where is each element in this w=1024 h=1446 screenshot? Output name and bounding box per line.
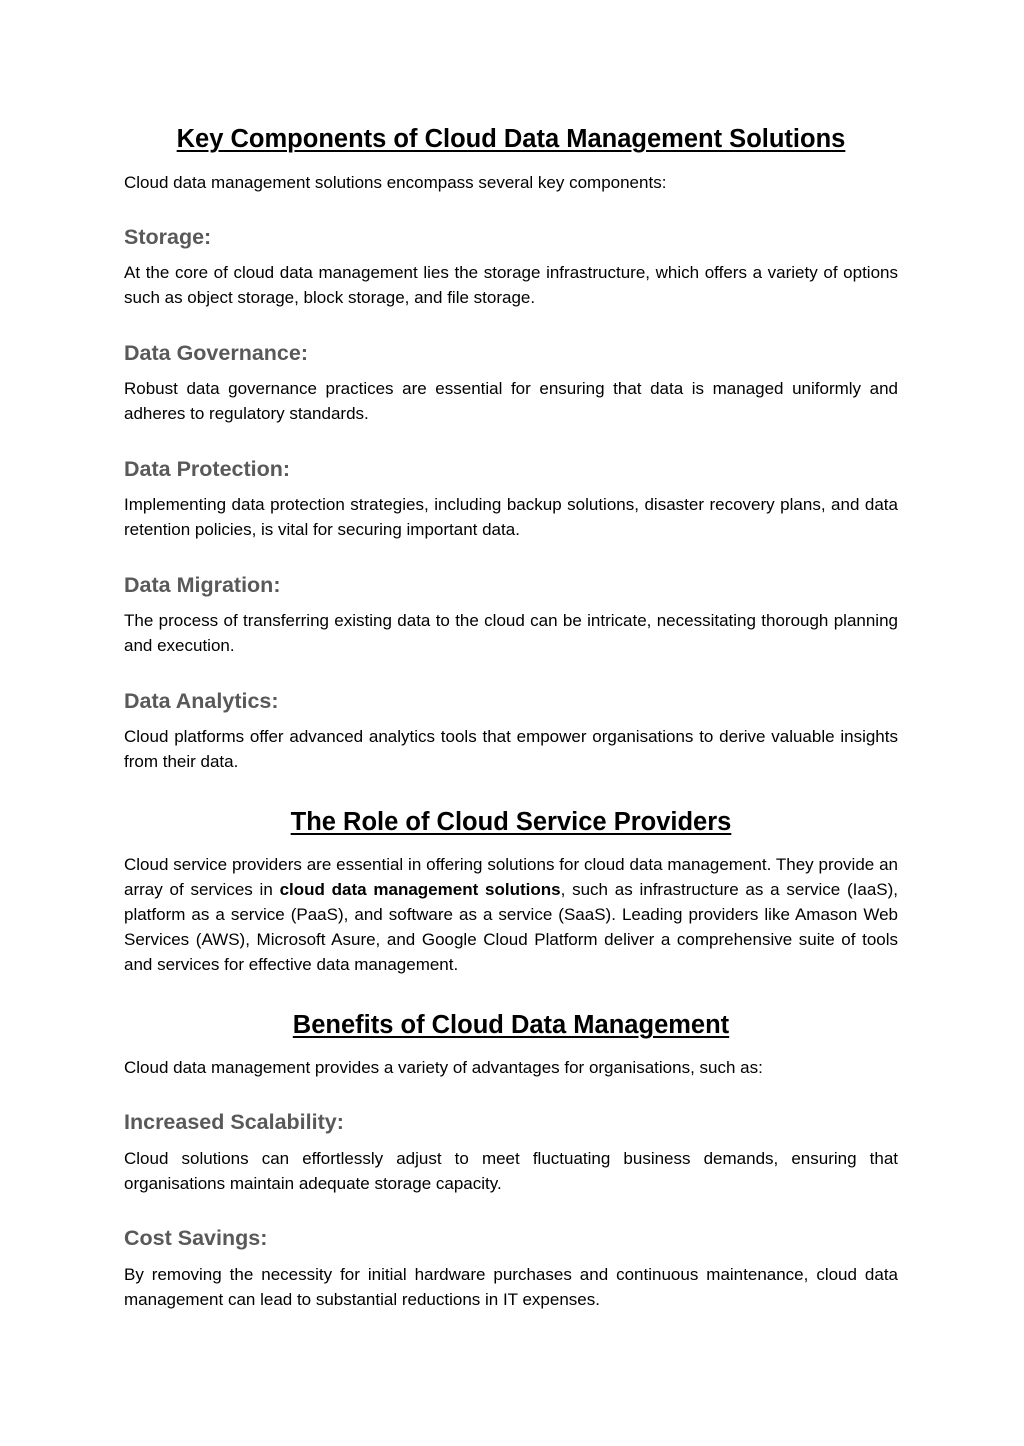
key-components-intro: Cloud data management solutions encompass several key components: (124, 173, 667, 192)
paragraph-data-protection: Implementing data protection strategies, including backup solutions, disaster recovery plans, and data retention policies, is vital for securing important data. (124, 495, 898, 539)
subheading-data-protection: Data Protection: (124, 457, 291, 481)
providers-text-after: , such as infrastructure as a service (IaaS), platform as a service (PaaS), and software as a service (SaaS). Leading providers like Amason Web Services (AWS), Microsoft Asure, and Google Cloud Platform deliver a comprehensive suite of tools and services for effective data management. (124, 880, 899, 974)
providers-text-before: Cloud service providers are essential in offering solutions for cloud data management. They provide an array of services in (124, 855, 898, 899)
benefits-intro: Cloud data management provides a variety of advantages for organisations, such as: (124, 1058, 763, 1077)
subheading-increased-scalability: Increased Scalability: (124, 1110, 344, 1134)
paragraph-data-governance: Robust data governance practices are essential for ensuring that data is managed uniformly and adheres to regulatory standards. (124, 379, 898, 423)
section-title-benefits: Benefits of Cloud Data Management (292, 1011, 730, 1039)
paragraph-increased-scalability: Cloud solutions can effortlessly adjust to meet fluctuating business demands, ensuring that organisations maintain adequate storage capacity. (124, 1149, 898, 1193)
providers-text-bold: cloud data management solutions (279, 880, 561, 899)
subheading-data-migration: Data Migration: (124, 573, 281, 597)
section-title-providers: The Role of Cloud Service Providers (290, 808, 732, 836)
paragraph-cost-savings: By removing the necessity for initial hardware purchases and continuous maintenance, cloud data management can lead to substantial reductions in IT expenses. (124, 1265, 898, 1309)
paragraph-data-analytics: Cloud platforms offer advanced analytics tools that empower organisations to derive valuable insights from their data. (124, 727, 898, 771)
section-title-key-components: Key Components of Cloud Data Management Solutions (176, 125, 846, 153)
subheading-data-governance: Data Governance: (124, 341, 309, 365)
paragraph-storage: At the core of cloud data management lies the storage infrastructure, which offers a variety of options such as object storage, block storage, and file storage. (124, 263, 898, 307)
paragraph-providers (124, 852, 898, 977)
subheading-data-analytics: Data Analytics: (124, 689, 279, 713)
paragraph-data-migration: The process of transferring existing data to the cloud can be intricate, necessitating thorough planning and execution. (124, 611, 898, 655)
subheading-storage: Storage: (124, 225, 212, 249)
subheading-cost-savings: Cost Savings: (124, 1226, 268, 1250)
